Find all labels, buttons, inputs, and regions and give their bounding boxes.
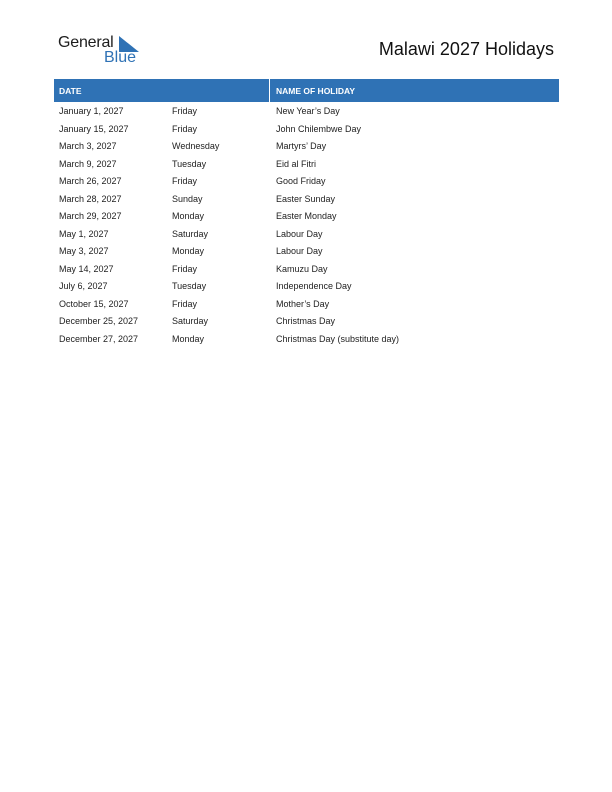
logo-word-general: General [58, 34, 114, 51]
holiday-weekday: Tuesday [172, 281, 207, 291]
holiday-weekday: Saturday [172, 228, 209, 239]
header-date: DATE [59, 86, 82, 96]
table-row [54, 242, 559, 260]
holiday-weekday: Friday [172, 123, 198, 134]
logo-word-blue: Blue [104, 49, 137, 66]
holiday-name: Christmas Day (substitute day) [276, 333, 400, 344]
table-body [54, 102, 559, 347]
table-row [54, 330, 559, 348]
table-row [54, 277, 559, 295]
table-row [54, 137, 559, 155]
holiday-weekday: Monday [172, 333, 205, 344]
table-row [54, 102, 559, 120]
holiday-weekday: Saturday [172, 316, 209, 326]
holiday-date: January 1, 2027 [59, 106, 124, 116]
holiday-name: New Year’s Day [276, 106, 340, 116]
holiday-date: March 3, 2027 [59, 141, 117, 151]
holiday-name: Good Friday [276, 176, 326, 186]
holiday-date: March 28, 2027 [59, 193, 122, 204]
header-divider [269, 79, 270, 102]
holiday-table [54, 79, 559, 347]
holiday-name: Christmas Day [276, 316, 336, 326]
table-row [54, 207, 559, 225]
holiday-name: Labour Day [276, 246, 323, 256]
holiday-date: December 25, 2027 [59, 316, 139, 326]
table-row [54, 312, 559, 330]
holiday-name: Martyrs’ Day [276, 141, 327, 151]
table-row [54, 225, 559, 243]
holiday-weekday: Friday [172, 298, 198, 309]
holiday-name: Easter Monday [276, 211, 337, 221]
table-row [54, 190, 559, 208]
holiday-date: May 3, 2027 [59, 246, 109, 256]
holiday-date: March 29, 2027 [59, 211, 122, 221]
table-row [54, 155, 559, 173]
table-row [54, 172, 559, 190]
holiday-weekday: Tuesday [172, 158, 207, 169]
holiday-date: March 26, 2027 [59, 176, 122, 186]
holiday-name: John Chilembwe Day [276, 123, 362, 134]
generalblue-logo [58, 34, 148, 68]
table-header [54, 79, 559, 102]
page-title: Malawi 2027 Holidays [378, 39, 554, 59]
holiday-date: May 14, 2027 [59, 263, 114, 274]
holiday-date: July 6, 2027 [59, 281, 108, 291]
table-row [54, 120, 559, 138]
header-holiday-name: NAME OF HOLIDAY [276, 86, 356, 96]
holiday-name: Easter Sunday [276, 193, 336, 204]
holiday-weekday: Wednesday [172, 141, 220, 151]
table-row [54, 260, 559, 278]
holiday-date: January 15, 2027 [59, 123, 129, 134]
holiday-name: Independence Day [276, 281, 352, 291]
holiday-weekday: Monday [172, 246, 205, 256]
holiday-date: December 27, 2027 [59, 333, 139, 344]
holiday-name: Kamuzu Day [276, 263, 328, 274]
holiday-date: May 1, 2027 [59, 228, 109, 239]
holiday-name: Labour Day [276, 228, 323, 239]
holiday-date: March 9, 2027 [59, 158, 117, 169]
holiday-name: Eid al Fitri [276, 158, 317, 169]
holiday-weekday: Monday [172, 211, 205, 221]
holiday-name: Mother’s Day [276, 298, 330, 309]
holiday-weekday: Sunday [172, 193, 203, 204]
holiday-weekday: Friday [172, 263, 198, 274]
table-row [54, 295, 559, 313]
holiday-date: October 15, 2027 [59, 298, 129, 309]
holiday-weekday: Friday [172, 176, 198, 186]
holiday-weekday: Friday [172, 106, 198, 116]
